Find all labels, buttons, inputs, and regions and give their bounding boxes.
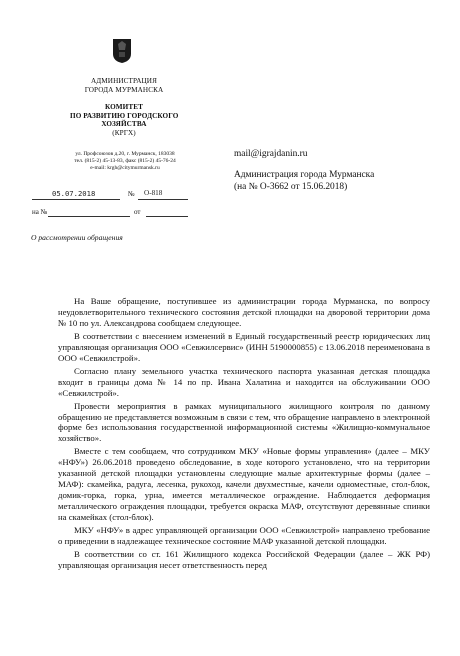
org-line: АДМИНИСТРАЦИЯ	[91, 77, 157, 85]
address-line: ул. Профсоюзов д.20, г. Мурманск, 183038	[75, 151, 175, 157]
committee-line: ПО РАЗВИТИЮ ГОРОДСКОГО	[70, 111, 179, 120]
stamp-date: 05.07.2018	[52, 189, 96, 198]
recipient-spacer	[234, 161, 434, 169]
date-underline	[32, 199, 120, 200]
address-block	[60, 151, 190, 173]
recipient-block	[234, 148, 434, 194]
na-label: на №	[32, 208, 48, 216]
committee-abbr: (КРГХ)	[112, 128, 136, 137]
committee-line: ХОЗЯЙСТВА	[101, 120, 147, 129]
body-paragraph: В соответствии с внесением изменений в Единый государственный реестр юридических лиц управляющая организация ООО «Севжилсервис» (ИНН 5190000855) с 13.06.2018 переименована в ООО «Севжилстрой».	[58, 330, 430, 363]
coat-of-arms-icon	[112, 38, 132, 64]
committee-line: КОМИТЕТ	[104, 103, 144, 112]
recipient-ref: (на № О-3662 от 15.06.2018)	[234, 182, 348, 193]
recipient-email: mail@igrajdanin.ru	[234, 149, 308, 159]
body-paragraph: Вместе с тем сообщаем, что сотрудником МКУ «Новые формы управления» (далее – МКУ «НФУ») 26.06.2018 проведено обследование, в ходе которого установлено, что на территории указанной детской площадки установлены следующие малые архитектурные формы (далее – МАФ): скамейка, радуга, лесенка, рукоход, качели двухместные, качели одноместные, стол-блок, домик-горка, горка, урна, имеется металлическое ограждение. Наблюдается деформация металлического ограждения площадки, требуется окраска МАФ, отсутствуют деревянные спинки на скамейках (стол-блок).	[58, 446, 430, 523]
organization-block	[70, 77, 178, 138]
recipient-name: Администрация города Мурманска	[234, 169, 375, 180]
na-underline	[48, 216, 130, 217]
letter-body	[58, 296, 430, 573]
number-sign: №	[128, 190, 135, 198]
ot-underline	[146, 216, 188, 217]
ot-label: от	[134, 208, 141, 216]
org-line: ГОРОДА МУРМАНСКА	[84, 85, 164, 94]
body-paragraph: МКУ «НФУ» в адрес управляющей организации ООО «Севжилстрой» направлено требование о приведении в надлежащее техническое состояние МАФ указанной детской площадки.	[58, 525, 430, 547]
body-paragraph: В соответствии со ст. 161 Жилищного кодекса Российской Федерации (далее – ЖК РФ) управляющая организация несет ответственность перед	[58, 548, 430, 570]
address-line: тел. (815-2) 45-13-83, факс (815-2) 45-76-24	[74, 158, 176, 165]
address-line: e-mail: krgh@citymurmansk.ru	[90, 165, 160, 172]
subject-line: О рассмотрении обращения	[31, 233, 123, 242]
body-paragraph: На Ваше обращение, поступившее из администрации города Мурманска, по вопросу неудовлетворительного технического состояния детской площадки на дворовой территории дома № 10 по ул. Александрова сообщаем следующее.	[58, 296, 430, 328]
number-underline	[138, 199, 188, 200]
body-paragraph: Согласно плану земельного участка технического паспорта указанная детская площадка входит в границы дома № 14 по пр. Ивана Халатина и находится на обслуживании ООО «Севжилстрой».	[58, 365, 430, 398]
doc-number: О-818	[144, 189, 163, 197]
body-paragraph: Провести мероприятия в рамках муниципального жилищного контроля по данному обращению не представляется возможным в связи с тем, что обращение направлено в электронной форме без использования государственной информационной системы «Жилищно-коммунальное хозяйство».	[58, 400, 430, 444]
